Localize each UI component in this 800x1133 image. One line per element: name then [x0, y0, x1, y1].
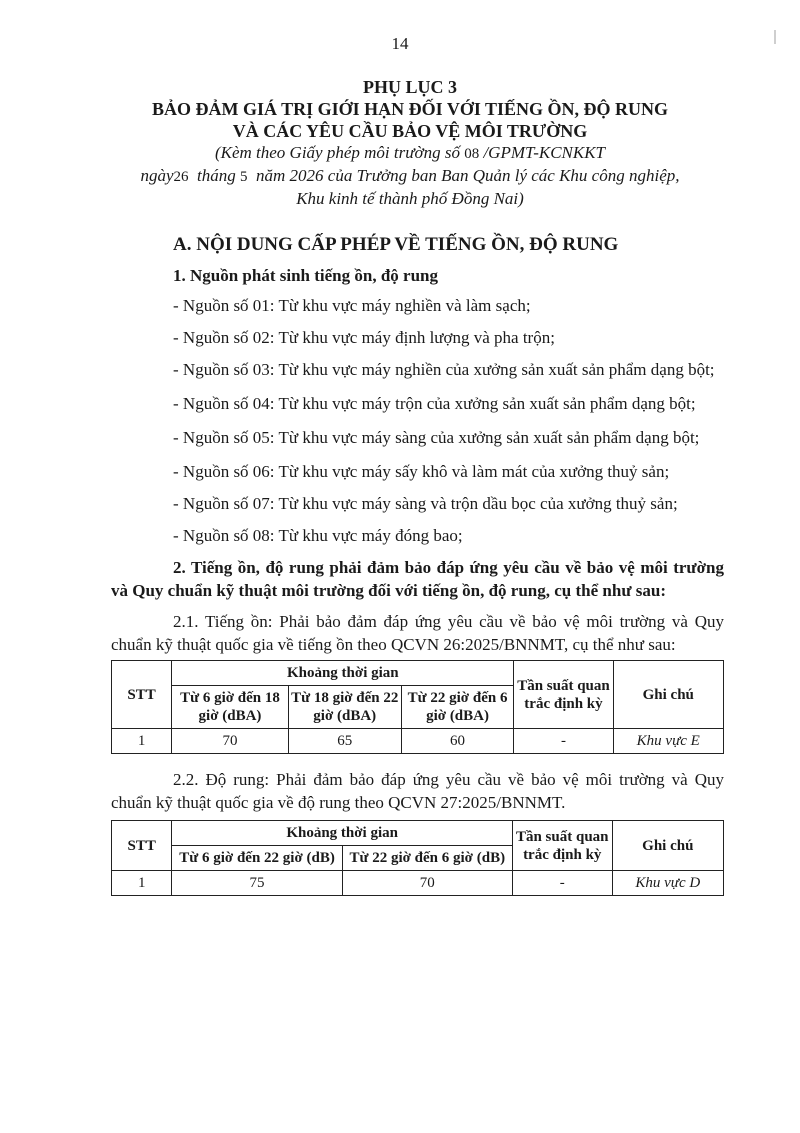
- cell-value: 70: [342, 871, 512, 896]
- col-note: Ghi chú: [612, 821, 723, 871]
- cell-value: 60: [401, 729, 514, 754]
- section-a-heading: A. NỘI DUNG CẤP PHÉP VỀ TIẾNG ỒN, ĐỘ RUNG: [173, 234, 619, 255]
- permit-number: 08: [464, 146, 480, 162]
- cell-value: 75: [172, 871, 342, 896]
- day-label: ngày: [140, 166, 174, 185]
- section-2-heading: 2. Tiếng ồn, độ rung phải đảm bảo đáp ứng yêu cầu về bảo vệ môi trường và Quy chuẩn kỹ thuật môi trường đối với tiếng ồn, độ rung, cụ thể như sau:: [111, 558, 724, 600]
- cell-stt: 1: [112, 729, 172, 754]
- appendix-header: [60, 76, 760, 210]
- table-row: [112, 729, 724, 754]
- document-body: [111, 232, 724, 896]
- source-item: - Nguồn số 01: Từ khu vực máy nghiền và làm sạch;: [173, 296, 531, 315]
- col-18-22: Từ 18 giờ đến 22 giờ (dBA): [288, 686, 401, 729]
- vibration-requirement-paragraph: 2.2. Độ rung: Phải đảm bảo đáp ứng yêu cầu về bảo vệ môi trường và Quy chuẩn kỹ thuật quốc gia về độ rung theo QCVN 27:2025/BNNMT.: [111, 770, 724, 812]
- cell-stt: 1: [112, 871, 172, 896]
- cell-note: Khu vực E: [613, 729, 724, 754]
- section-1-heading: 1. Nguồn phát sinh tiếng ồn, độ rung: [173, 266, 439, 285]
- page-number: 14: [391, 34, 409, 53]
- permit-day: 26: [173, 169, 189, 185]
- cell-frequency: -: [512, 871, 612, 896]
- source-item: - Nguồn số 07: Từ khu vực máy sàng và trộn dầu bọc của xưởng thuỷ sản;: [173, 494, 678, 513]
- source-item: - Nguồn số 03: Từ khu vực máy nghiền của xưởng sản xuất sản phẩm dạng bột;: [173, 360, 715, 379]
- col-time-period: Khoảng thời gian: [172, 661, 514, 686]
- cell-frequency: -: [514, 729, 613, 754]
- col-frequency: Tần suất quan trắc định kỳ: [512, 821, 612, 871]
- col-6-22: Từ 6 giờ đến 22 giờ (dB): [172, 846, 342, 871]
- month-label: tháng: [197, 166, 236, 185]
- col-time-period: Khoảng thời gian: [172, 821, 512, 846]
- permit-reference-line: [60, 142, 760, 165]
- noise-limit-table: [111, 660, 724, 754]
- cell-value: 65: [288, 729, 401, 754]
- source-item: - Nguồn số 06: Từ khu vực máy sấy khô và làm mát của xưởng thuỷ sản;: [173, 462, 670, 481]
- appendix-subtitle-line1: BẢO ĐẢM GIÁ TRỊ GIỚI HẠN ĐỐI VỚI TIẾNG ỒN, ĐỘ RUNG: [151, 99, 669, 119]
- cell-value: 70: [172, 729, 289, 754]
- vibration-limit-table: [111, 820, 724, 896]
- permit-month: 5: [240, 169, 248, 185]
- col-stt: STT: [112, 661, 172, 729]
- col-stt: STT: [112, 821, 172, 871]
- noise-requirement-paragraph: 2.1. Tiếng ồn: Phải bảo đảm đáp ứng yêu cầu về bảo vệ môi trường và Quy chuẩn kỹ thuật quốc gia về tiếng ồn theo QCVN 26:2025/BNNMT, cụ thể như sau:: [111, 612, 724, 654]
- cell-note: Khu vực D: [612, 871, 723, 896]
- permit-date-line: [60, 165, 760, 188]
- col-22-6: Từ 22 giờ đến 6 giờ (dBA): [401, 686, 514, 729]
- source-item: - Nguồn số 02: Từ khu vực máy định lượng và pha trộn;: [173, 328, 555, 347]
- source-item: - Nguồn số 08: Từ khu vực máy đóng bao;: [173, 526, 463, 545]
- source-item: - Nguồn số 05: Từ khu vực máy sàng của xưởng sản xuất sản phẩm dạng bột;: [173, 428, 700, 447]
- col-frequency: Tần suất quan trắc định kỳ: [514, 661, 613, 729]
- issuer-location: Khu kinh tế thành phố Đồng Nai): [296, 189, 524, 208]
- appendix-subtitle-line2: VÀ CÁC YÊU CẦU BẢO VỆ MÔI TRƯỜNG: [232, 121, 588, 141]
- col-22-6: Từ 22 giờ đến 6 giờ (dB): [342, 846, 512, 871]
- col-note: Ghi chú: [613, 661, 724, 729]
- col-6-18: Từ 6 giờ đến 18 giờ (dBA): [172, 686, 289, 729]
- appendix-title: PHỤ LỤC 3: [363, 77, 457, 97]
- source-item: - Nguồn số 04: Từ khu vực máy trộn của xưởng sản xuất sản phẩm dạng bột;: [173, 394, 696, 413]
- issuer-text: năm 2026 của Trưởng ban Ban Quản lý các Khu công nghiệp,: [256, 166, 680, 185]
- permit-ref-prefix: (Kèm theo Giấy phép môi trường số: [214, 143, 465, 162]
- table-row: [112, 871, 724, 896]
- permit-ref-suffix: /GPMT-KCNKKT: [479, 143, 606, 162]
